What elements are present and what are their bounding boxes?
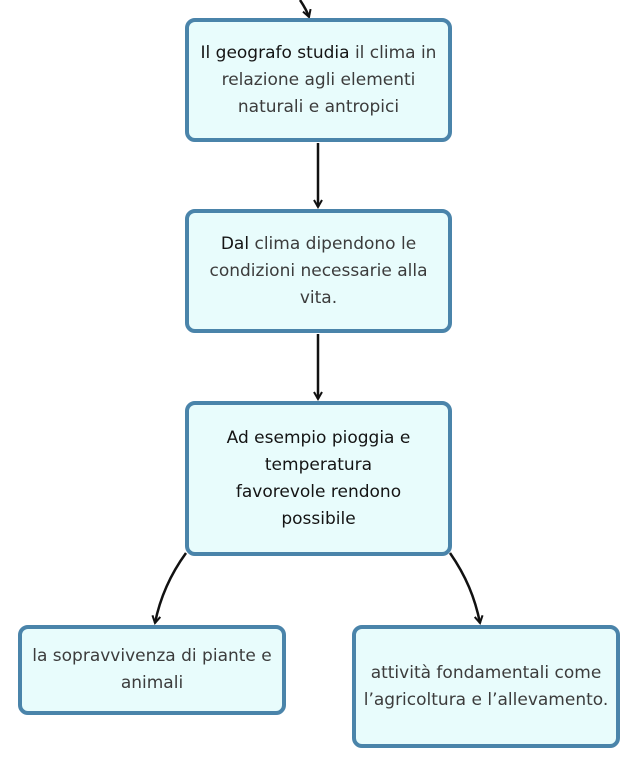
concept-box-clima [185,209,452,333]
concept-box-esempio [185,401,452,556]
connector-node3-to-node5 [450,553,480,623]
concept-box-geografo [185,18,452,142]
text-run: il clima in [354,42,437,63]
text-line: attività fondamentali come [370,662,602,683]
text-line: relazione agli elementi [221,69,416,90]
text-line: temperatura [264,454,373,475]
concept-box-attivita [352,625,620,748]
concept-box-sopravvivenza [18,625,286,715]
text-line: la sopravvivenza di piante e [32,646,272,666]
text-run: Il geografo studia [200,42,355,63]
text-run: clima dipendono le [254,233,417,254]
text-line: vita. [299,287,338,308]
connector-node3-to-node4 [155,553,186,623]
text-run: Dal [220,233,255,254]
text-line: condizioni necessarie alla [209,260,428,281]
text-line: naturali e antropici [237,96,400,117]
text-line [221,231,416,258]
text-line: possibile [281,508,356,529]
text-line: l’agricoltura e l’allevamento. [363,689,609,710]
connector-incoming [300,0,309,17]
text-line: Ad esempio pioggia e [226,427,411,448]
text-line: animali [120,673,184,693]
text-line [201,40,437,67]
text-line: favorevole rendono [235,481,402,502]
